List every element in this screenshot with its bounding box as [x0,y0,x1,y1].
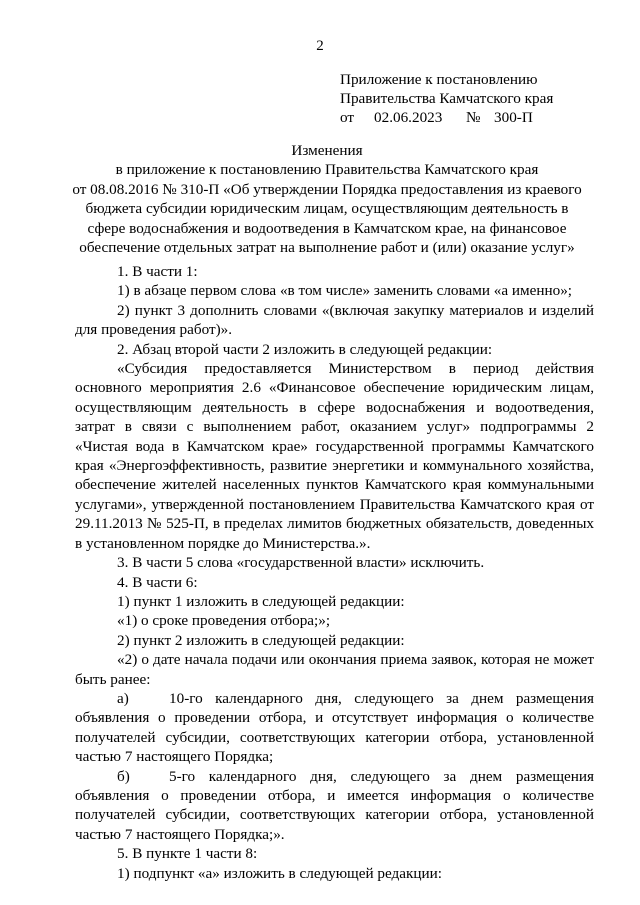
paragraph: 2) пункт 3 дополнить словами «(включая закупку материалов и изделий для проведения работ)». [75,301,594,339]
appendix-line-2: Правительства Камчатского края [340,90,554,107]
paragraph: «Субсидия предоставляется Министерством в период действия основного мероприятия 2.6 «Финансовое обеспечение юридическим лицам, осуществляющим деятельность в сфере водоснабжения и водоотведения, затрат в связи с выполнением работ, оказанием услуг» подпрограммы 2 «Чистая вода в Камчатском крае» государственной программы Камчатского края «Энергоэффективность, развитие энергетики и коммунального хозяйства, обеспечение жителей населенных пунктов Камчатского края коммунальными услугами», утвержденной постановлением Правительства Камчатского края от 29.11.2013 № 525-П, в пределах лимитов бюджетных обязательств, доведенных в установленном порядке до Министерства.». [75,360,594,552]
paragraph: «2) о дате начала подачи или окончания приема заявок, которая не может быть ранее: [75,651,594,688]
title-line-2: в приложение к постановлению Правительства Камчатского края [115,161,539,179]
title-line-4: бюджета субсидии юридическим лицам, осуществляющим деятельность в [85,200,569,218]
appendix-line-1: Приложение к постановлению [340,71,538,88]
title-line-5: сфере водоснабжения и водоотведения в Камчатском крае, на финансовое [87,219,567,237]
list-item-b-label: б) [117,767,130,785]
appendix-number-label: № [466,109,481,126]
appendix-date-row [340,108,553,127]
appendix-number: 300-П [494,109,533,126]
appendix-from-label: от [340,109,355,126]
list-item-b-text: 5-го календарного дня, следующего за днем размещения объявления о проведении отбора, и имеется информация о количестве получателей субсидии, соответствующих категории отбора, установленной частью 7 настоящего Порядка;». [75,767,594,843]
list-item-a-label: а) [117,689,129,707]
paragraph: 2. Абзац второй части 2 изложить в следующей редакции: [117,340,493,358]
list-item-a [75,689,594,767]
document-body [75,262,594,883]
paragraph: 2) пункт 2 изложить в следующей редакции: [117,631,405,649]
page-number: 2 [316,38,324,54]
list-item-b [75,767,594,845]
title-line-1: Изменения [291,142,363,159]
appendix-header [340,70,553,127]
paragraph: 5. В пункте 1 части 8: [117,845,258,863]
paragraph: 1) подпункт «а» изложить в следующей редакции: [117,864,442,882]
paragraph: 4. В части 6: [117,573,198,591]
paragraph: «1) о сроке проведения отбора;»; [117,612,331,630]
list-item-a-text: 10-го календарного дня, следующего за днем размещения объявления о проведении отбора, и отсутствует информация о количестве получателей субсидии, соответствующих категории отбора, установленной частью 7 настоящего Порядка; [75,689,594,766]
document-title [60,141,594,257]
paragraph: 3. В части 5 слова «государственной власти» исключить. [117,554,485,572]
appendix-date: 02.06.2023 [374,109,443,126]
paragraph: 1) пункт 1 изложить в следующей редакции: [117,592,405,610]
paragraph: 1) в абзаце первом слова «в том числе» заменить словами «а именно»; [117,282,573,300]
paragraph: 1. В части 1: [117,263,198,280]
title-line-3: от 08.08.2016 № 310-П «Об утверждении Порядка предоставления из краевого [72,180,582,198]
title-line-6: обеспечение отдельных затрат на выполнение работ и (или) оказание услуг» [79,239,575,257]
